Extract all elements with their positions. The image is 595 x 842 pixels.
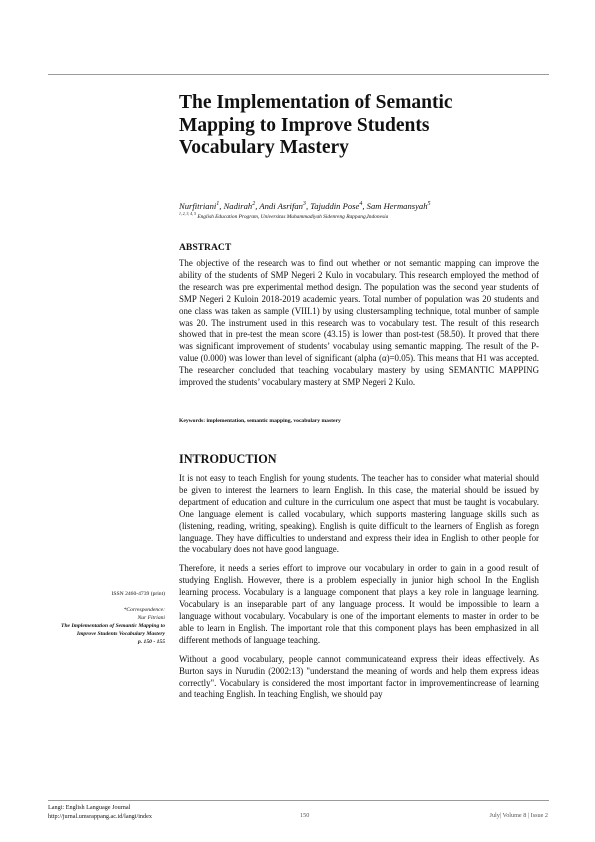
author-list: Nurfitriani$^1$, Nadirah$^2$, Andi Asrifan$^3$, Tajuddin Pose$^4$, Sam Hermansyah$^5$: [179, 201, 431, 211]
abstract-heading: ABSTRACT: [179, 242, 232, 253]
author-name: Nurfitriani: [179, 201, 217, 211]
affiliation-marks: 1, 2, 3, 4, 5: [179, 212, 196, 217]
intro-paragraph: Without a good vocabulary, people cannot communicateand express their ideas effectively. As Burton says in Nurudin (2002:13) "understand the meaning of words and help them express ideas correctly". Vocabulary is considered the most important factor in improvementincrease of learning and teaching English. In teaching English, we should pay: [179, 653, 539, 700]
affiliation: [179, 213, 549, 221]
author-mark: 4: [359, 201, 363, 208]
paper-title: The Implementation of Semantic Mapping to Improve Students Vocabulary Mastery: [179, 92, 453, 158]
correspondence-label: *Correspondence:: [123, 607, 165, 613]
intro-paragraph: Therefore, it needs a series effort to improve our vocabulary in order to gain in a good result of studying English. However, there is a problem especially in junior high school In the English learning process. Vocabulary is a language component that plays a key role in language learning. Vocabulary is an inseparable part of any language process. It would be impossible to learn a language without vocabulary. Vocabulary is one of the important elements to master in order to be able to learn in English. The important role that this component plays has been emphasized in all different methods of language teaching.: [179, 563, 539, 645]
author-mark: 2: [252, 201, 256, 208]
introduction-heading: INTRODUCTION: [179, 452, 277, 466]
author-name: Sam Hermansyah: [366, 201, 428, 211]
author-name: Tajuddin Pose: [310, 201, 360, 211]
introduction-body: [179, 473, 539, 708]
author-name: Nadirah: [223, 201, 253, 211]
intro-paragraph: It is not easy to teach English for young students. The teacher has to consider what material should be given to interest the learners to learn English. In this case, the material should be issued by department of education and culture in the curriculum one aspect that must be taught is vocabulary. One language element is called vocabulary, which supports mastering language skills such as (listening, reading, writing, speaking). English is quite difficult to the learners of English as foregn language. They have difficulties to understand and express their idea in English to other people for the vocabulary does not have good language.: [179, 473, 539, 555]
sidebar-article-title: The Implementation of Semantic Mapping to Improve Students Vocabulary Mastery: [61, 623, 165, 637]
footer-rule: [48, 800, 549, 801]
abstract-text: The objective of the research was to find out whether or not semantic mapping can improve the ability of the students of SMP Negeri 2 Kulo in vocabulary. This research employed the method of the research was pre experimental method design. The population was the second year students of SMP Negeri 2 Kuloin 2018-2019 academic years. Total number of population was 20 students and one class was taken as sample (VIII.1) by using clustersampling technique, total munber of sample was 20. The instrument used in this research was to vocabulary test. The result of this research showed that in pre-test the mean score (43.15) is lower than post-test (58.50). It proved that there was significant improvement of students’ vocabulay using semantic mapping. The result of the P-value (0.000) was lower than level of significant (alpha (α)=0.05). This means that H1 was accepted. The researcher concluded that teaching vocabulary mastery by using SEMANTIC MAPPING improved the students’ vocabulary mastery at SMP Negeri 2 Kulo.: [179, 258, 539, 388]
author-mark: 3: [302, 201, 306, 208]
correspondence-name: Nur Fitriani: [137, 615, 165, 621]
journal-url[interactable]: http://jurnal.umsrappang.ac.id/langi/index: [48, 812, 152, 820]
journal-name: Langi: English Language Journal: [48, 804, 131, 811]
author-name: Andi Asrifan: [259, 201, 303, 211]
affiliation-text: English Education Program, Universitas Muhammadiyah Sidenreng Rappang,Indonesia: [197, 214, 389, 220]
author-mark: 1: [216, 201, 220, 208]
header-rule: [48, 74, 549, 75]
author-mark: 5: [427, 201, 431, 208]
footer-journal-info: [48, 804, 152, 821]
issn: ISSN 2460-4739 (print): [111, 591, 165, 597]
issue-info: July| Volume 8 | Issue 2: [489, 812, 548, 819]
margin-sidebar: [50, 590, 165, 646]
keywords: Keywords: implementation, semantic mapping, vocabulary mastery: [179, 418, 341, 424]
page-number: 150: [300, 812, 310, 819]
page-range: p. 150 - 155: [137, 639, 165, 645]
